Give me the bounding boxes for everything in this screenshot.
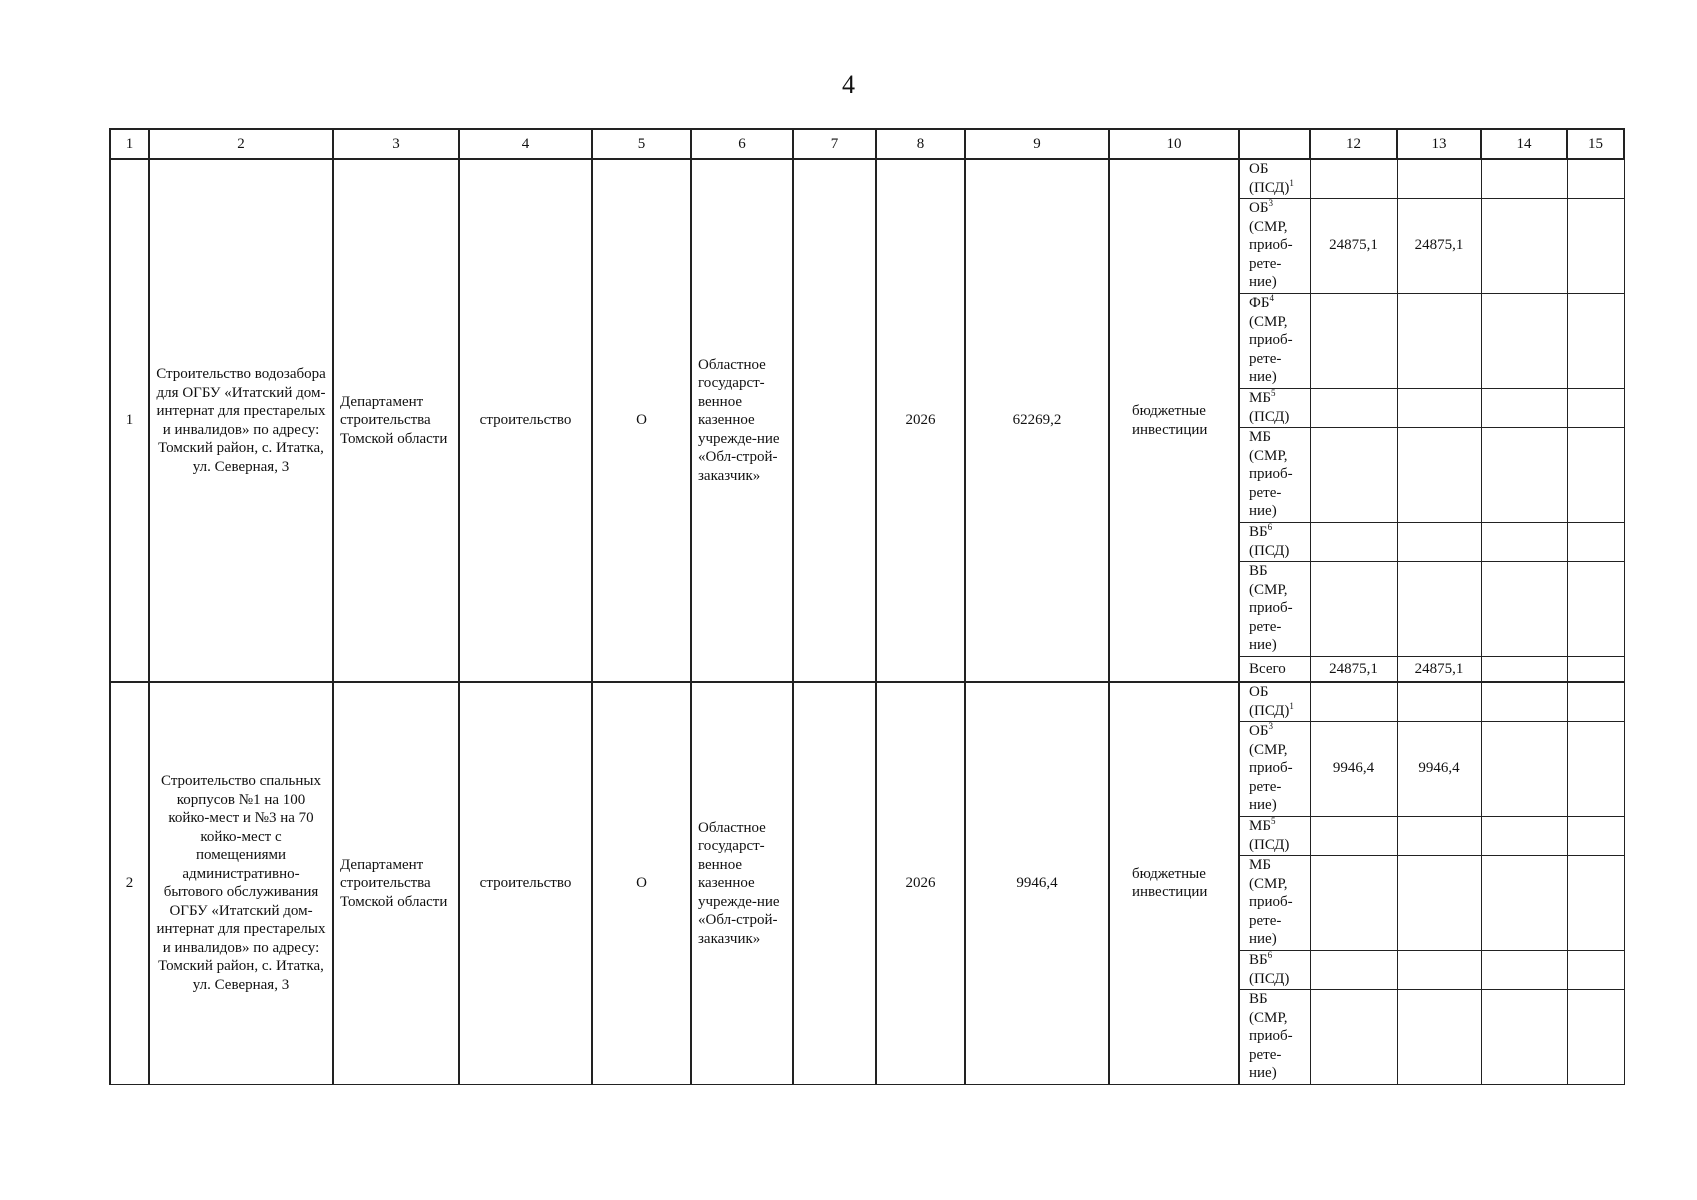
amount-c12 [1310, 388, 1397, 427]
funding-source-label: МБ (СМР, приоб-рете-ние) [1249, 857, 1293, 948]
amount-c12 [1310, 427, 1397, 522]
header-cell: 7 [793, 129, 876, 159]
amount-c13 [1397, 293, 1481, 388]
funding-source [1239, 721, 1310, 816]
year: 2026 [876, 159, 965, 682]
funding-source-detail: (СМР, приоб-рете-ние) [1249, 741, 1293, 814]
amount-c12 [1310, 950, 1397, 989]
amount-c12 [1310, 682, 1397, 721]
amount-c14 [1481, 159, 1567, 198]
funding-source [1239, 682, 1310, 721]
amount-c14 [1481, 989, 1567, 1084]
footnote-mark: 1 [1289, 177, 1294, 188]
amount-c12 [1310, 159, 1397, 198]
cost: 9946,4 [965, 682, 1109, 1084]
table-body [110, 159, 1624, 1084]
header-cell: 15 [1567, 129, 1624, 159]
funding-source-label: ФБ [1249, 295, 1270, 312]
funding-source [1239, 427, 1310, 522]
amount-c12 [1310, 293, 1397, 388]
funding-source-label: ВБ [1249, 952, 1268, 968]
footnote-mark: 3 [1268, 721, 1273, 732]
amount-c15 [1567, 522, 1624, 561]
amount-c15 [1567, 989, 1624, 1084]
funding-source-detail: (ПСД) [1249, 836, 1290, 853]
funding-source-label: ОБ (ПСД) [1249, 684, 1290, 719]
amount-c13 [1397, 522, 1481, 561]
header-cell: 3 [333, 129, 459, 159]
work-type: строительство [459, 159, 592, 682]
amount-c15 [1567, 950, 1624, 989]
funding-source-detail: (ПСД) [1249, 970, 1290, 987]
amount-c13 [1397, 682, 1481, 721]
amount-c15 [1567, 388, 1624, 427]
funding-source-label: ВБ (СМР, приоб-рете-ние) [1249, 991, 1293, 1082]
funding-source [1239, 855, 1310, 950]
header-cell: 5 [592, 129, 691, 159]
header-cell [1239, 129, 1310, 159]
amount-c15 [1567, 293, 1624, 388]
amount-c13 [1397, 561, 1481, 656]
header-cell: 13 [1397, 129, 1481, 159]
amount-c14 [1481, 721, 1567, 816]
investment-type: бюджетные инвестиции [1109, 159, 1239, 682]
header-cell: 8 [876, 129, 965, 159]
footnote-mark: 1 [1289, 700, 1294, 711]
amount-c14 [1481, 950, 1567, 989]
funding-source [1239, 656, 1310, 682]
funding-source [1239, 388, 1310, 427]
year: 2026 [876, 682, 965, 1084]
funding-source [1239, 522, 1310, 561]
funding-source-label: МБ [1249, 390, 1271, 406]
funding-source-label: ВБ [1249, 524, 1268, 540]
footnote-mark: 5 [1270, 388, 1276, 398]
amount-c13 [1397, 159, 1481, 198]
cost: 62269,2 [965, 159, 1109, 682]
funding-source-label: ОБ [1249, 723, 1269, 740]
amount-c13 [1397, 950, 1481, 989]
customer: Областное государст-венное казенное учрежде-ние «Обл-строй-заказчик» [691, 682, 793, 1084]
header-cell: 9 [965, 129, 1109, 159]
amount-c14 [1481, 855, 1567, 950]
funding-source-label: ОБ (ПСД) [1249, 161, 1290, 196]
funding-source-label: ОБ [1249, 200, 1269, 217]
object-name: Строительство спальных корпусов №1 на 100 койко-мест и №3 на 70 койко-мест с помещениями административно-бытового обслуживания ОГБУ «Итатский дом-интернат для престарелых и инвалидов» по адресу: Томский район, с. Итатка, ул. Северная, 3 [149, 682, 333, 1084]
header-cell: 14 [1481, 129, 1567, 159]
page-number: 4 [842, 70, 855, 99]
col7 [793, 682, 876, 1084]
funding-source-label: МБ [1249, 818, 1271, 834]
funding-source [1239, 159, 1310, 198]
funding-source-detail: (ПСД) [1249, 542, 1290, 559]
amount-c14 [1481, 522, 1567, 561]
customer: Областное государст-венное казенное учрежде-ние «Обл-строй-заказчик» [691, 159, 793, 682]
table-row [110, 159, 1624, 198]
header-cell: 2 [149, 129, 333, 159]
amount-c12 [1310, 855, 1397, 950]
amount-c14 [1481, 561, 1567, 656]
amount-c13 [1397, 855, 1481, 950]
amount-c14 [1481, 388, 1567, 427]
col7 [793, 159, 876, 682]
amount-c13 [1397, 388, 1481, 427]
object-name: Строительство водозабора для ОГБУ «Итатский дом-интернат для престарелых и инвалидов» по адресу: Томский район, с. Итатка, ул. Северная, 3 [149, 159, 333, 682]
header-cell: 1 [110, 129, 149, 159]
amount-c15 [1567, 816, 1624, 855]
amount-c15 [1567, 159, 1624, 198]
amount-c12 [1310, 989, 1397, 1084]
funding-source-detail: (СМР, приоб-рете-ние) [1249, 218, 1293, 291]
funding-source-detail: (ПСД) [1249, 408, 1290, 425]
amount-c14 [1481, 816, 1567, 855]
funding-source-label: МБ (СМР, приоб-рете-ние) [1249, 429, 1293, 520]
row-number: 2 [110, 682, 149, 1084]
funding-source [1239, 293, 1310, 388]
footnote-mark: 3 [1268, 198, 1273, 209]
amount-c12: 24875,1 [1310, 656, 1397, 682]
amount-c15 [1567, 561, 1624, 656]
investment-table [109, 128, 1625, 1085]
table-row [110, 682, 1624, 721]
footnote-mark: 6 [1267, 950, 1273, 960]
funding-source [1239, 198, 1310, 293]
amount-c14 [1481, 198, 1567, 293]
amount-c13 [1397, 427, 1481, 522]
funding-source-label: Всего [1249, 660, 1286, 677]
row-number: 1 [110, 159, 149, 682]
amount-c13: 9946,4 [1397, 721, 1481, 816]
amount-c15 [1567, 855, 1624, 950]
funding-source [1239, 989, 1310, 1084]
amount-c12 [1310, 561, 1397, 656]
amount-c14 [1481, 656, 1567, 682]
header-cell: 10 [1109, 129, 1239, 159]
amount-c15 [1567, 656, 1624, 682]
amount-c13: 24875,1 [1397, 198, 1481, 293]
funding-source [1239, 561, 1310, 656]
amount-c14 [1481, 682, 1567, 721]
mark: О [592, 159, 691, 682]
department: Департамент строительства Томской области [333, 682, 459, 1084]
amount-c15 [1567, 427, 1624, 522]
amount-c13: 24875,1 [1397, 656, 1481, 682]
funding-source-label: ВБ (СМР, приоб-рете-ние) [1249, 563, 1293, 654]
amount-c14 [1481, 293, 1567, 388]
work-type: строительство [459, 682, 592, 1084]
header-cell: 6 [691, 129, 793, 159]
amount-c15 [1567, 682, 1624, 721]
amount-c12: 24875,1 [1310, 198, 1397, 293]
amount-c12: 9946,4 [1310, 721, 1397, 816]
header-row [110, 129, 1624, 159]
footnote-mark: 5 [1270, 816, 1276, 826]
footnote-mark: 4 [1269, 293, 1274, 304]
department: Департамент строительства Томской области [333, 159, 459, 682]
funding-source [1239, 950, 1310, 989]
amount-c14 [1481, 427, 1567, 522]
amount-c15 [1567, 721, 1624, 816]
amount-c12 [1310, 816, 1397, 855]
amount-c15 [1567, 198, 1624, 293]
funding-source-detail: (СМР, приоб-рете-ние) [1249, 313, 1293, 386]
amount-c13 [1397, 989, 1481, 1084]
investment-type: бюджетные инвестиции [1109, 682, 1239, 1084]
header-cell: 12 [1310, 129, 1397, 159]
amount-c12 [1310, 522, 1397, 561]
funding-source [1239, 816, 1310, 855]
header-cell: 4 [459, 129, 592, 159]
mark: О [592, 682, 691, 1084]
footnote-mark: 6 [1267, 522, 1273, 532]
amount-c13 [1397, 816, 1481, 855]
